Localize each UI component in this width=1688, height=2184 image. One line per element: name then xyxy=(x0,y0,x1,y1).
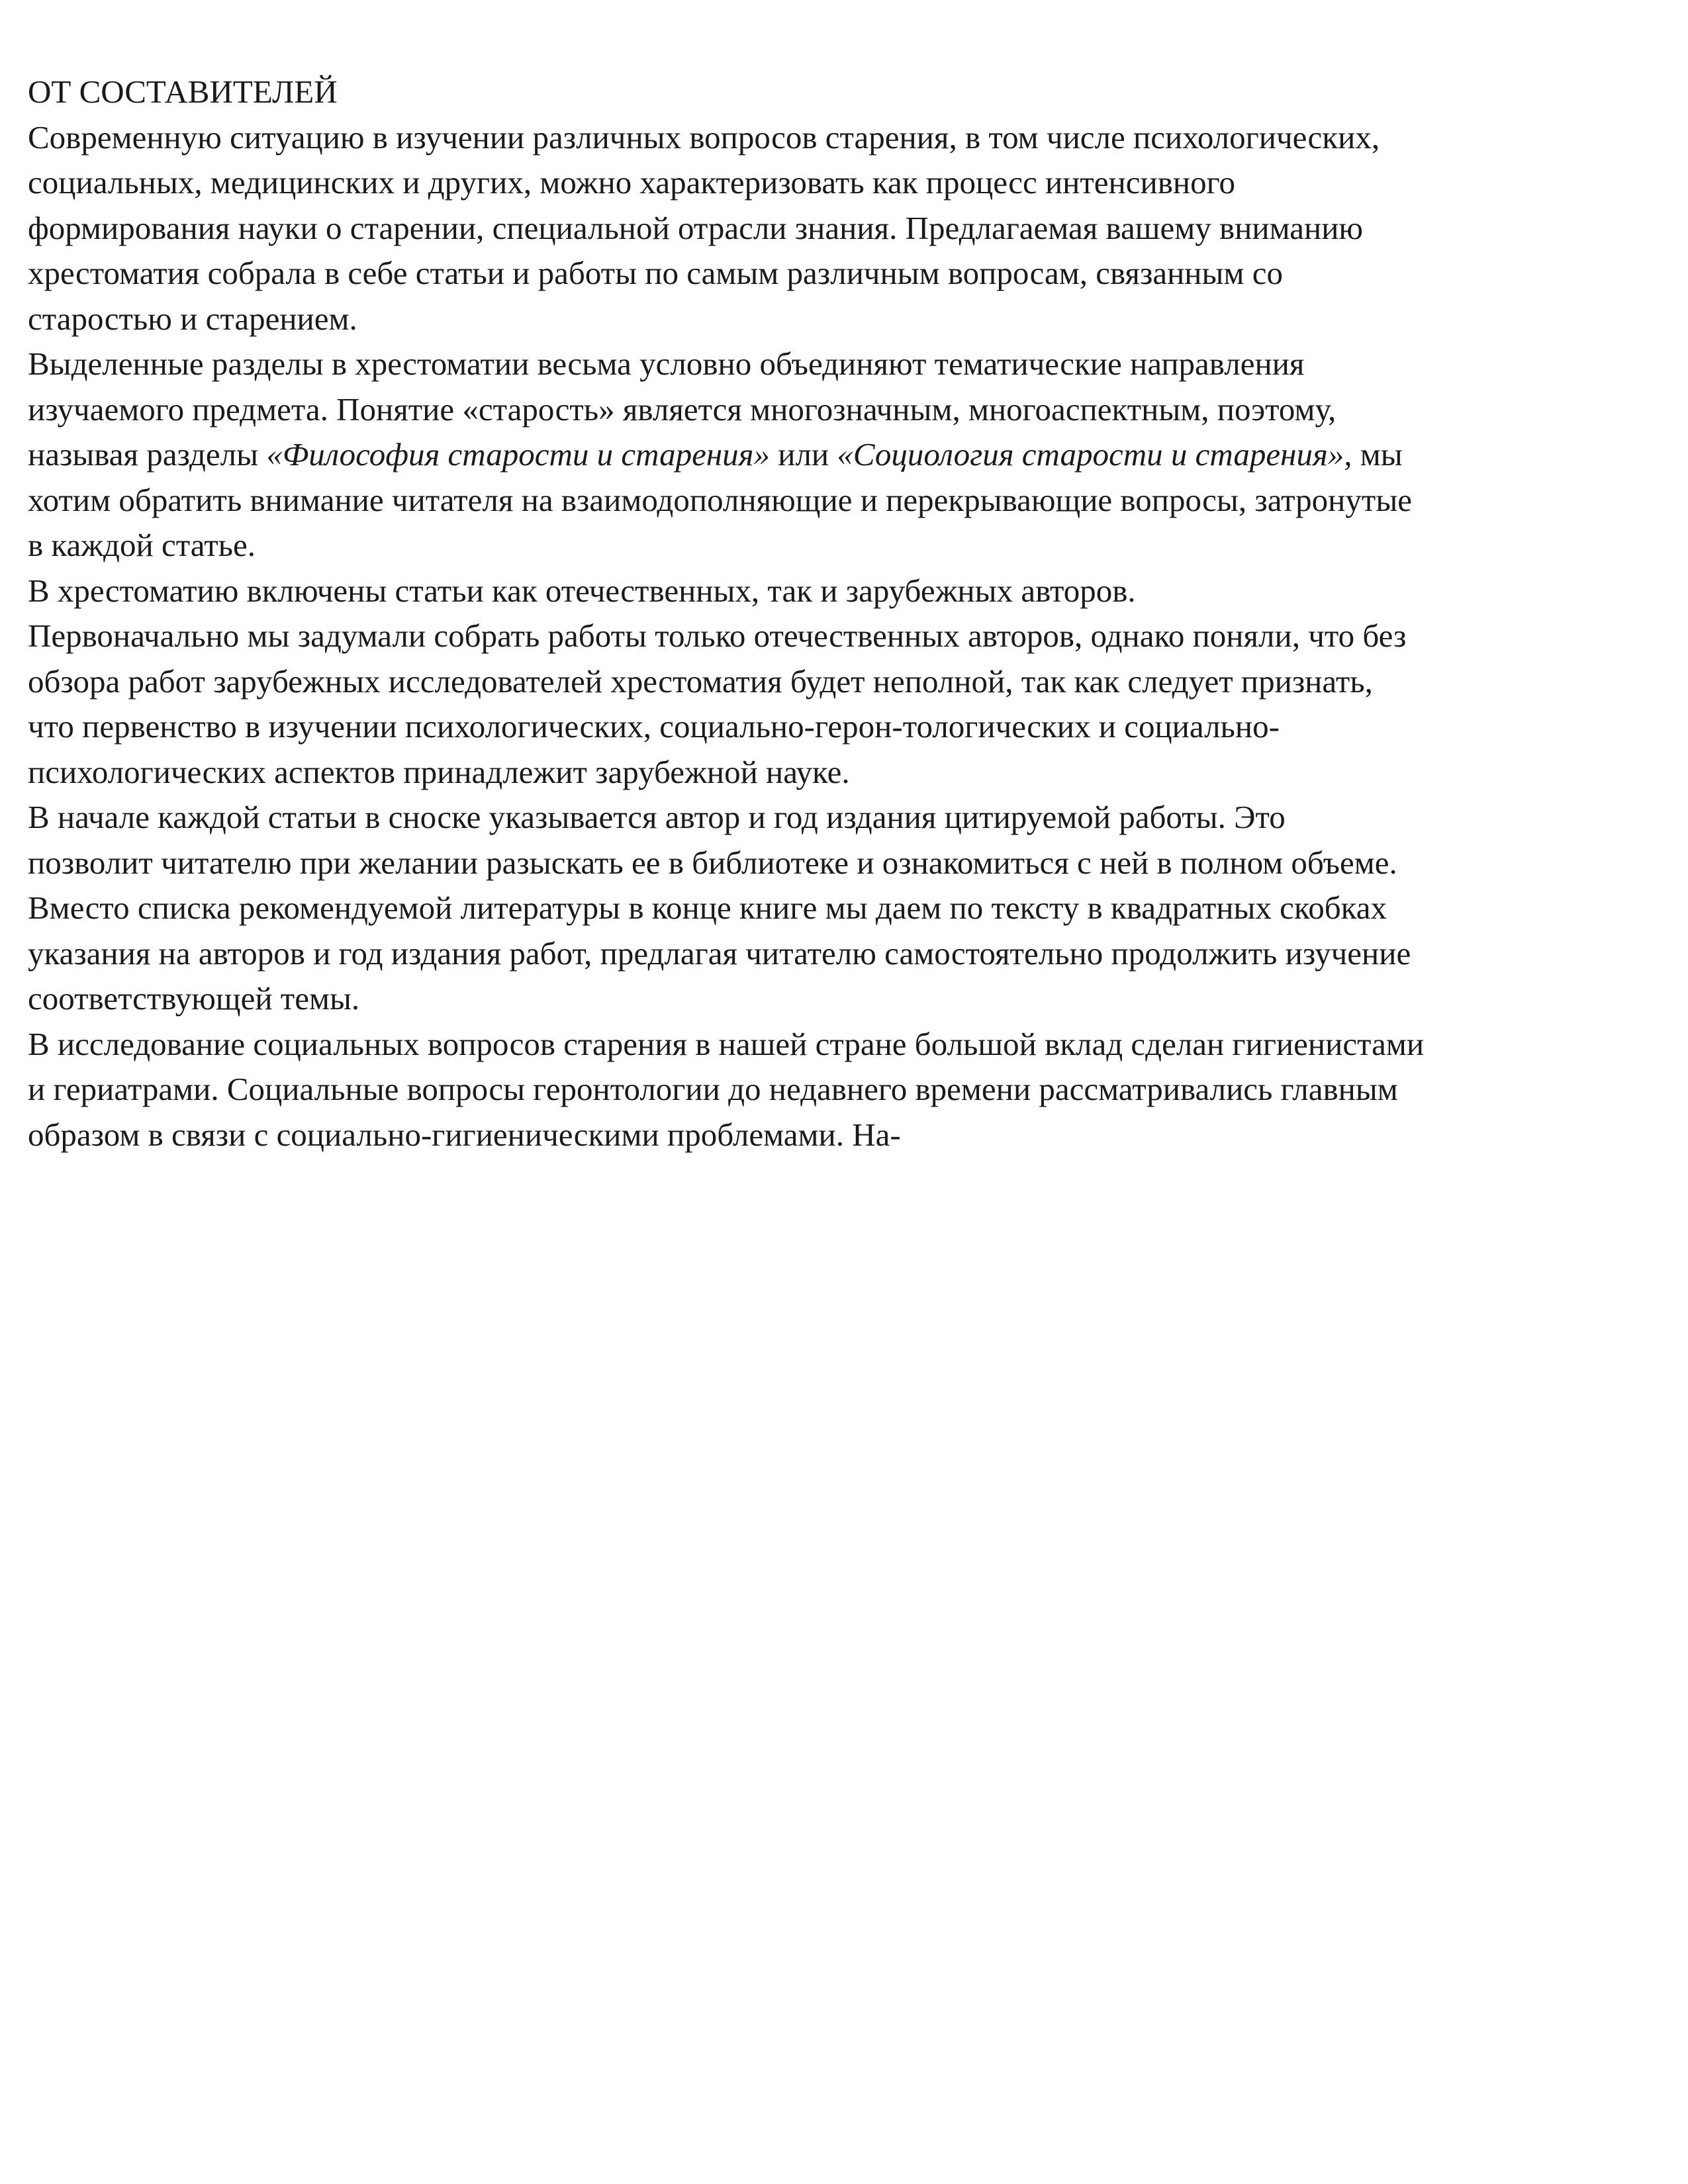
paragraph-authors xyxy=(28,569,1663,614)
text-line: Вместо списка рекомендуемой литературы в конце книге мы даем по тексту в квадратных скобках xyxy=(28,889,1387,926)
text-line: образом в связи с социально-гигиеническими проблемами. На- xyxy=(28,1116,901,1153)
text-fragment: мы xyxy=(1352,436,1403,473)
text-line: В начале каждой статьи в сноске указывается автор и год издания цитируемой работы. Это xyxy=(28,799,1286,835)
text-fragment: или xyxy=(769,436,837,473)
text-line: что первенство в изучении психологических, социально-герон-тологических и социально- xyxy=(28,708,1280,745)
document-page xyxy=(28,69,1663,1158)
text-line: соответствующей темы. xyxy=(28,980,360,1017)
paragraph-research xyxy=(28,1022,1663,1158)
paragraph-references xyxy=(28,886,1663,1022)
paragraph-sections xyxy=(28,341,1663,569)
text-line: позволит читателю при желании разыскать ее в библиотеке и ознакомиться с ней в полном объеме. xyxy=(28,844,1397,881)
text-line: Современную ситуацию в изучении различных вопросов старения, в том числе психологических, xyxy=(28,118,1380,156)
text-line: Выделенные разделы в хрестоматии весьма условно объединяют тематические направления xyxy=(28,345,1305,382)
paragraph-intro xyxy=(28,115,1663,342)
text-line-mixed xyxy=(28,432,1663,478)
italic-section-title-sociology: «Социология старости и старения», xyxy=(837,436,1352,473)
text-line: в каждой статье. xyxy=(28,527,256,563)
text-line: хрестоматия собрала в себе статьи и работы по самым различным вопросам, связанным со xyxy=(28,255,1283,291)
text-line: указания на авторов и год издания работ, предлагая читателю самостоятельно продолжить изучение xyxy=(28,934,1411,972)
text-line: формирования науки о старении, специальной отрасли знания. Предлагаемая вашему вниманию xyxy=(28,209,1364,246)
text-line: психологических аспектов принадлежит зарубежной науке. xyxy=(28,753,850,790)
text-line: социальных, медицинских и других, можно характеризовать как процесс интенсивного xyxy=(28,164,1235,201)
italic-section-title-philosophy: «Философия старости и старения» xyxy=(266,436,770,473)
text-line: изучаемого предмета. Понятие «старость» является многозначным, многоаспектным, поэтому, xyxy=(28,390,1336,428)
paragraph-footnotes xyxy=(28,795,1663,886)
text-line: В хрестоматию включены статьи как отечественных, так и зарубежных авторов. xyxy=(28,572,1136,609)
text-fragment: называя разделы xyxy=(28,436,267,473)
text-line: обзора работ зарубежных исследователей хрестоматия будет неполной, так как следует признать, xyxy=(28,662,1373,700)
section-heading: ОТ СОСТАВИТЕЛЕЙ xyxy=(28,73,338,110)
text-line: В исследование социальных вопросов старения в нашей стране большой вклад сделан гигиенистами xyxy=(28,1025,1425,1062)
text-line: и гериатрами. Социальные вопросы геронтологии до недавнего времени рассматривались главным xyxy=(28,1071,1398,1107)
text-line: Первоначально мы задумали собрать работы только отечественных авторов, однако поняли, что без xyxy=(28,617,1407,654)
text-line: хотим обратить внимание читателя на взаимодополняющие и перекрывающие вопросы, затронутые xyxy=(28,481,1412,518)
text-line: старостью и старением. xyxy=(28,300,357,337)
paragraph-foreign-works xyxy=(28,614,1663,795)
